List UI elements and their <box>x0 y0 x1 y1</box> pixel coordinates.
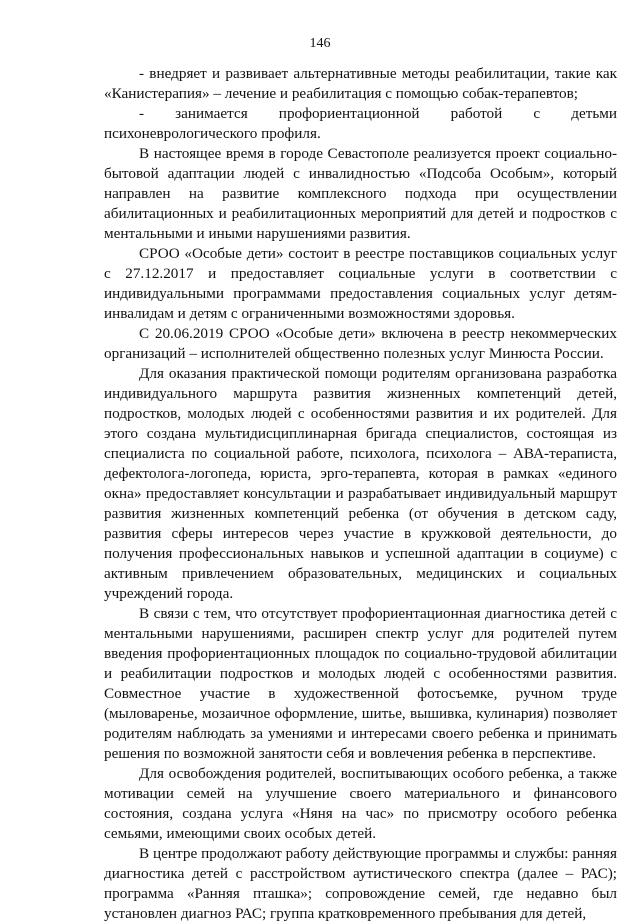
paragraph: В центре продолжают работу действующие программы и службы: ранняя диагностика детей с расстройством аутистического спектра (далее – РАС); программа «Ранняя пташка»; сопровождение семей, где недавно был установлен диагноз РАС; группа кратковременного пребывания для детей, <box>104 845 617 922</box>
paragraph: Для освобождения родителей, воспитывающих особого ребенка, а также мотивации семей на улучшение своего материального и финансового состояния, создана услуга «Няня на час» по присмотру особого ребенка семьями, имеющими своих особых детей. <box>104 765 617 842</box>
paragraph: С 20.06.2019 СРОО «Особые дети» включена в реестр некоммерческих организаций – исполнителей общественно полезных услуг Минюста России. <box>104 325 617 362</box>
page-number: 146 <box>309 36 331 51</box>
paragraph: - внедряет и развивает альтернативные методы реабилитации, такие как «Канистерапия» – лечение и реабилитация с помощью собак-терапевтов; <box>104 65 617 102</box>
paragraph: СРОО «Особые дети» состоит в реестре поставщиков социальных услуг с 27.12.2017 и предоставляет социальные услуги в соответствии с индивидуальными программами предоставления социальных услуг детям-инвалидам и детям с ограниченными возможностями здоровья. <box>104 245 617 322</box>
paragraph: - занимается профориентационной работой с детьми психоневрологического профиля. <box>104 105 617 142</box>
paragraph: В настоящее время в городе Севастополе реализуется проект социально-бытовой адаптации людей с инвалидностью «Подсоба Особым», который направлен на развитие комплексного подхода при осуществлении абилитационных и реабилитационных мероприятий для детей и подростков с ментальными и иными нарушениями развития. <box>104 145 617 242</box>
document-body <box>104 64 617 924</box>
paragraph: Для оказания практической помощи родителям организована разработка индивидуального маршрута развития жизненных компетенций детей, подростков, молодых людей с особенностями развития и их родителей. Для этого создана мультидисциплинарная бригада специалистов, состоящая из специалиста по социальной работе, психолога, психолога – АВА-тераписта, дефектолога-логопеда, юриста, эрго-терапевта, которая в рамках «единого окна» предоставляет консультации и разрабатывает индивидуальный маршрут развития жизненных компетенций ребенка (от обучения в детском саду, развития сферы интересов через участие в кружковой деятельности, до получения профессиональных навыков и успешной адаптации в социуме) с активным привлечением образовательных, медицинских и социальных учреждений города. <box>104 365 617 602</box>
paragraph: В связи с тем, что отсутствует профориентационная диагностика детей с ментальными нарушениями, расширен спектр услуг для родителей путем введения профориентационных площадок по социально-трудовой абилитации и реабилитации подростков и молодых людей с особенностями развития. Совместное участие в художественной фотосъемке, ручном труде (мыловаренье, мозаичное оформление, шитье, вышивка, кулинария) позволяет родителям наблюдать за умениями и интересами своего ребенка и принимать решения по возможной занятости себя и вовлечения ребенка в перспективе. <box>104 605 617 762</box>
